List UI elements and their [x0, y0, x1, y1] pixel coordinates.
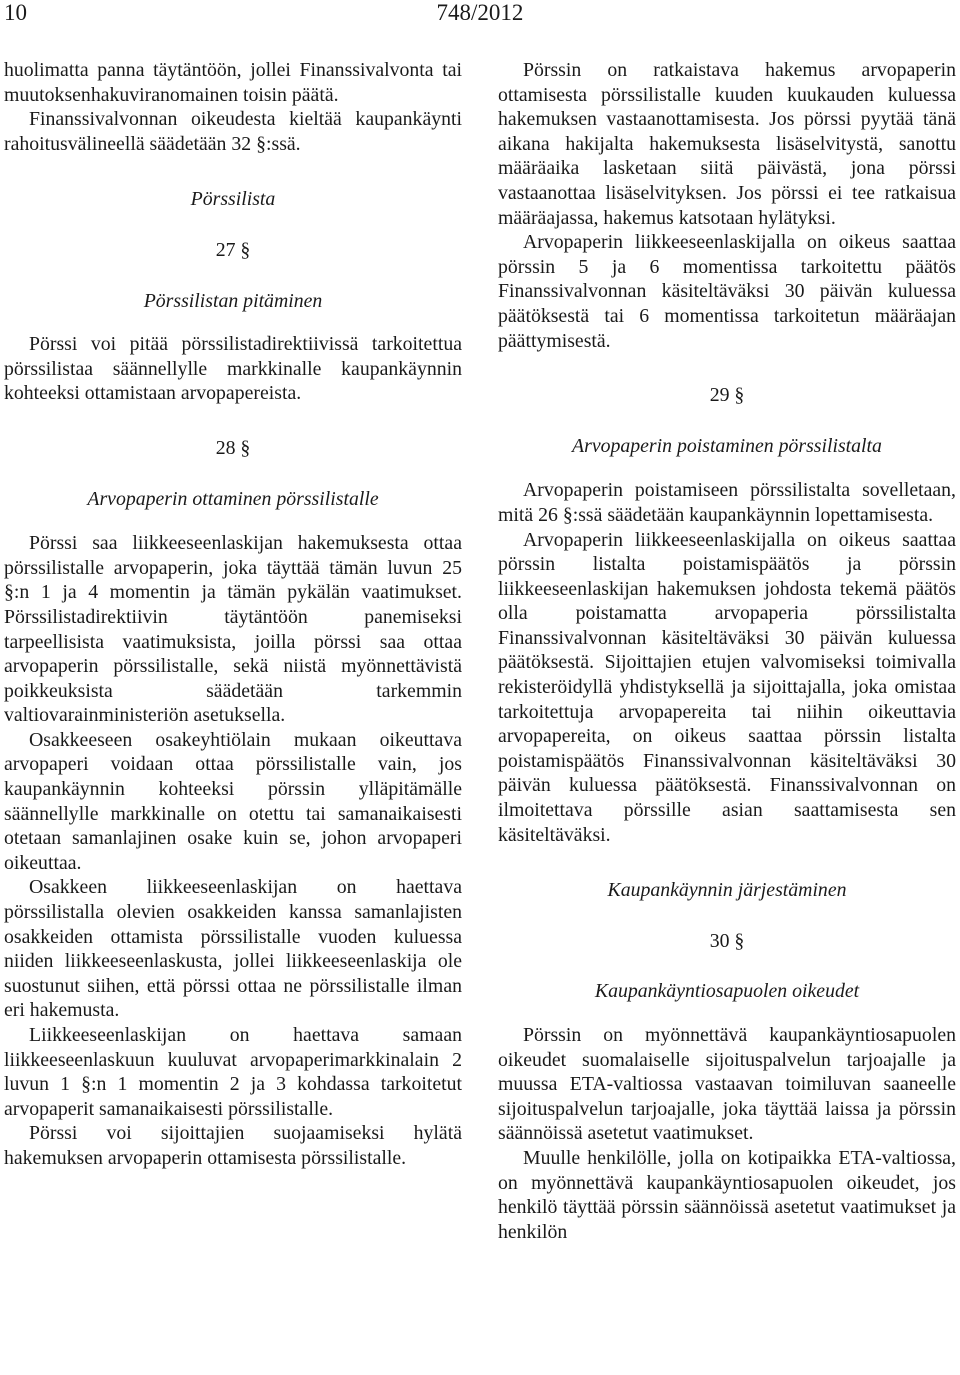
section-number: 27 § [215, 238, 251, 261]
paragraph: Pörssin on myönnettävä kaupankäyntiosapuolen oikeudet suomalaiselle sijoituspalvelun tarjoajalle ja muussa ETA-valtiossa vastaavan toimiluvan saaneelle sijoituspalvelun tarjoajalle, joka täyttää laissa ja pörssin säännöissä asetetut vaatimukset. [498, 1024, 956, 1145]
right-column [498, 58, 956, 1244]
chapter-heading: Pörssilista [190, 188, 276, 211]
section-number: 30 § [709, 929, 745, 952]
paragraph: Liikkeeseenlaskijan on haettava samaan liikkeeseenlaskuun kuuluvat arvopaperimarkkinalain 2 luvun 1 §:n 1 momentin 2 ja 3 kohdassa tarkoitetut arvopaperit samanaikaisesti pörssilistalle. [4, 1024, 462, 1120]
paragraph: Arvopaperin liikkeeseenlaskijalla on oikeus saattaa pörssin 5 ja 6 momentissa tarkoitettu päätös Finanssivalvonnan käsiteltäväksi 30 päivän kuluessa päätöksestä tai 6 momentissa tarkoitetun määräajan päättymisestä. [498, 231, 956, 352]
paragraph: Pörssin on ratkaistava hakemus arvopaperin ottamisesta pörssilistalle kuuden kuukauden kuluessa hakemuksen vastaanottamisesta. Jos pörssi pyytää tänä aikana hakijalta hakemuksesta lisäselvitystä, sanottu määräaika lasketaan siitä päivästä, jona pörssi vastaanottaa lisäselvityksen. Jos pörssi ei tee ratkaisua määräajassa, hakemus katsotaan hylätyksi. [498, 59, 956, 229]
paragraph: Osakkeen liikkeeseenlaskijan on haettava pörssilistalla olevien osakkeiden kanssa samanlajisten osakkeiden ottamista pörssilistalle vuoden kuluessa niiden liikkeeseenlaskusta, jollei liikkeeseenlaskija ole suostunut siihen, että pörssi ottaa ne pörssilistalle ilman eri hakemusta. [4, 876, 462, 1022]
page-number: 10 [4, 0, 27, 25]
paragraph: Osakkeeseen osakeyhtiölain mukaan oikeuttava arvopaperi voidaan ottaa pörssilistalle vain, jos kaupankäynnin kohteeksi pörssin ylläpitämälle säännellylle markkinalle on otettu tai samanaikaisesti otetaan samanlajinen osake kuin se, johon arvopaperi oikeuttaa. [4, 728, 462, 874]
paragraph: Finanssivalvonnan oikeudesta kieltää kaupankäynti rahoitusvälineellä säädetään 32 §:ssä. [4, 108, 462, 155]
paragraph: Arvopaperin liikkeeseenlaskijalla on oikeus saattaa pörssin listalta poistamispäätös ja pörssin liikkeeseenlaskijan hakemuksen johdosta tekemä päätös olla poistamatta arvopaperia pörssilistalta Finanssivalvonnan käsiteltäväksi 30 päivän kuluessa päätöksestä. Sijoittajien etujen valvomiseksi toimivalla rekisteröidyllä yhdistyksellä ja sijoittajalla, joka omistaa tarkoitettuja arvopapereita tai niihin oikeuttavia arvopapereita, on oikeus saattaa pörssin listalta poistamispäätös Finanssivalvonnan käsiteltäväksi 30 päivän kuluessa päätöksestä. Finanssivalvonnan on ilmoitettava pörssille asian saattamisesta sen käsiteltäväksi. [498, 528, 956, 846]
paragraph: Muulle henkilölle, jolla on kotipaikka ETA-valtiossa, on myönnettävä kaupankäyntiosapuolen oikeudet, jos henkilö täyttää pörssin säännöissä asetetut vaatimukset ja henkilön [498, 1146, 956, 1243]
section-number: 29 § [709, 384, 745, 407]
section-title: Arvopaperin poistaminen pörssilistalta [572, 434, 882, 457]
paragraph: Pörssi voi pitää pörssilistadirektiivissä tarkoitettua pörssilistaa säännellylle markkinalle kaupankäynnin kohteeksi ottamistaan arvopapereista. [4, 333, 462, 405]
paragraph: huolimatta panna täytäntöön, jollei Finanssivalvonta tai muutoksenhakuviranomainen toisin päätä. [4, 59, 462, 106]
paragraph: Arvopaperin poistamiseen pörssilistalta sovelletaan, mitä 26 §:ssä säädetään kaupankäynnin lopettamisesta. [498, 479, 956, 526]
paragraph: Pörssi voi sijoittajien suojaamiseksi hylätä hakemuksen arvopaperin ottamisesta pörssilistalle. [4, 1122, 462, 1169]
document-number: 748/2012 [436, 0, 524, 25]
paragraph: Pörssi saa liikkeeseenlaskijan hakemuksesta ottaa pörssilistalle arvopaperin, joka täyttää tämän luvun 25 §:n 1 ja 4 momentin ja tämän pykälän vaatimukset. Pörssilistadirektiivin täytäntöön panemiseksi tarpeellisista vaatimuksista, joilla pörssi saa ottaa arvopaperin pörssilistalle, sekä niistä myönnettävistä poikkeuksista säädetään tarkemmin valtiovarainministeriön asetuksella. [4, 532, 462, 727]
section-title: Kaupankäyntiosapuolen oikeudet [594, 980, 860, 1003]
section-title: Pörssilistan pitäminen [143, 289, 323, 312]
left-column [4, 58, 462, 1171]
section-number: 28 § [215, 436, 251, 459]
chapter-heading: Kaupankäynnin järjestäminen [607, 879, 847, 902]
section-title: Arvopaperin ottaminen pörssilistalle [87, 487, 379, 510]
